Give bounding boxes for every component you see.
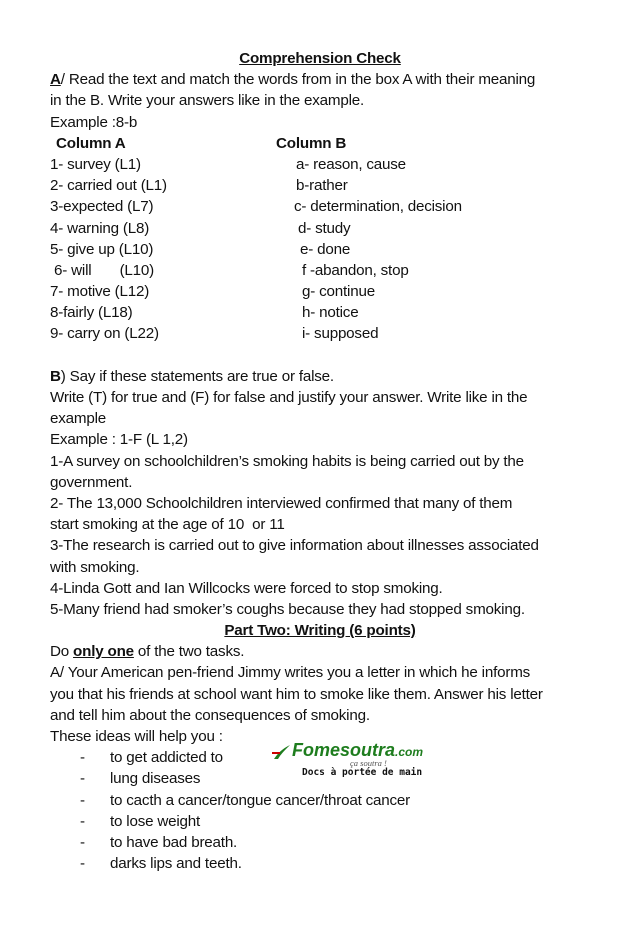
part-two-heading: Part Two: Writing (6 points) [224, 622, 416, 640]
page-title: Comprehension Check [239, 50, 401, 67]
task-a-line: A/ Your American pen-friend Jimmy writes you a letter in which he informs [50, 664, 531, 682]
statement-line: 4-Linda Gott and Ian Willcocks were forced to stop smoking. [50, 579, 443, 597]
match-row [50, 196, 590, 217]
logo-swoosh-icon [272, 743, 292, 761]
spacer [50, 345, 590, 366]
statement-line: start smoking at the age of 10 or 11 [50, 516, 285, 534]
fomesoutra-logo [272, 740, 472, 780]
task-choice-instruction: Do only one of the two tasks. [50, 643, 245, 661]
column-b-item: e- done [300, 240, 351, 258]
idea-bullet: - to get addicted to [80, 749, 223, 767]
section-b-instruction-cont: Write (T) for true and (F) for false and justify your answer. Write like in the [50, 389, 528, 406]
match-row [50, 281, 590, 302]
statement-line: 5-Many friend had smoker’s coughs because they had stopped smoking. [50, 600, 525, 618]
column-a-item: 5- give up (L10) [50, 240, 154, 258]
column-b-item: d- study [298, 219, 351, 237]
column-b-item: c- determination, decision [294, 198, 462, 216]
section-b-example: Example : 1-F (L 1,2) [50, 431, 188, 449]
column-a-header: Column A [56, 134, 126, 152]
match-row [50, 175, 590, 196]
column-b-item: f -abandon, stop [302, 261, 409, 279]
only-one-emphasis: only one [73, 643, 134, 661]
logo-slogan: ça soutra ! [350, 758, 387, 768]
match-row [50, 260, 590, 281]
section-a-instruction-cont: in the B. Write your answers like in the example. [50, 92, 365, 110]
idea-bullet: - lung diseases [80, 770, 201, 788]
section-b-label: B [50, 367, 61, 385]
match-row [50, 302, 590, 323]
idea-bullet: - to cacth a cancer/tongue cancer/throat cancer [80, 791, 410, 809]
idea-bullet: - to lose weight [80, 812, 201, 830]
statement-line: 2- The 13,000 Schoolchildren interviewed confirmed that many of them [50, 494, 513, 512]
task-a-line: and tell him about the consequences of smoking. [50, 706, 370, 724]
match-row [50, 323, 590, 344]
column-b-item: a- reason, cause [296, 155, 406, 173]
section-a-label: A [50, 71, 61, 89]
logo-brand: Fomesoutra.com [292, 740, 424, 760]
column-b-item: b-rather [296, 177, 348, 195]
column-b-item: i- supposed [302, 325, 379, 343]
section-b-instruction-cont: example [50, 410, 107, 428]
column-a-item: 6- will (L10) [50, 261, 155, 279]
statement-line: with smoking. [50, 558, 140, 576]
match-row [50, 154, 590, 175]
column-a-item: 3-expected (L7) [50, 198, 154, 216]
column-a-item: 2- carried out (L1) [50, 177, 167, 195]
idea-bullet: - to have bad breath. [80, 833, 238, 851]
match-row [50, 218, 590, 239]
section-a-instruction: A/ Read the text and match the words from in the box A with their meaning [50, 71, 536, 89]
statement-line: government. [50, 473, 133, 491]
match-row [50, 239, 590, 260]
column-a-item: 8-fairly (L18) [50, 304, 133, 322]
idea-bullet: - darks lips and teeth. [80, 855, 242, 873]
section-b-instruction: B) Say if these statements are true or false. [50, 367, 334, 385]
statement-line: 1-A survey on schoolchildren’s smoking habits is being carried out by the [50, 452, 524, 470]
statement-line: 3-The research is carried out to give information about illnesses associated [50, 537, 539, 555]
column-a-item: 1- survey (L1) [50, 155, 141, 173]
column-b-header: Column B [276, 134, 347, 152]
ideas-intro: These ideas will help you : [50, 728, 223, 745]
column-a-item: 7- motive (L12) [50, 283, 150, 301]
column-b-item: h- notice [302, 304, 359, 322]
column-a-item: 4- warning (L8) [50, 219, 150, 237]
section-a-example: Example :8-b [50, 113, 138, 131]
logo-tagline: Docs à portée de main [302, 767, 423, 778]
column-a-item: 9- carry on (L22) [50, 325, 159, 343]
task-a-line: you that his friends at school want him to smoke like them. Answer his letter [50, 685, 543, 703]
column-b-item: g- continue [302, 283, 375, 301]
column-headers [50, 133, 590, 154]
